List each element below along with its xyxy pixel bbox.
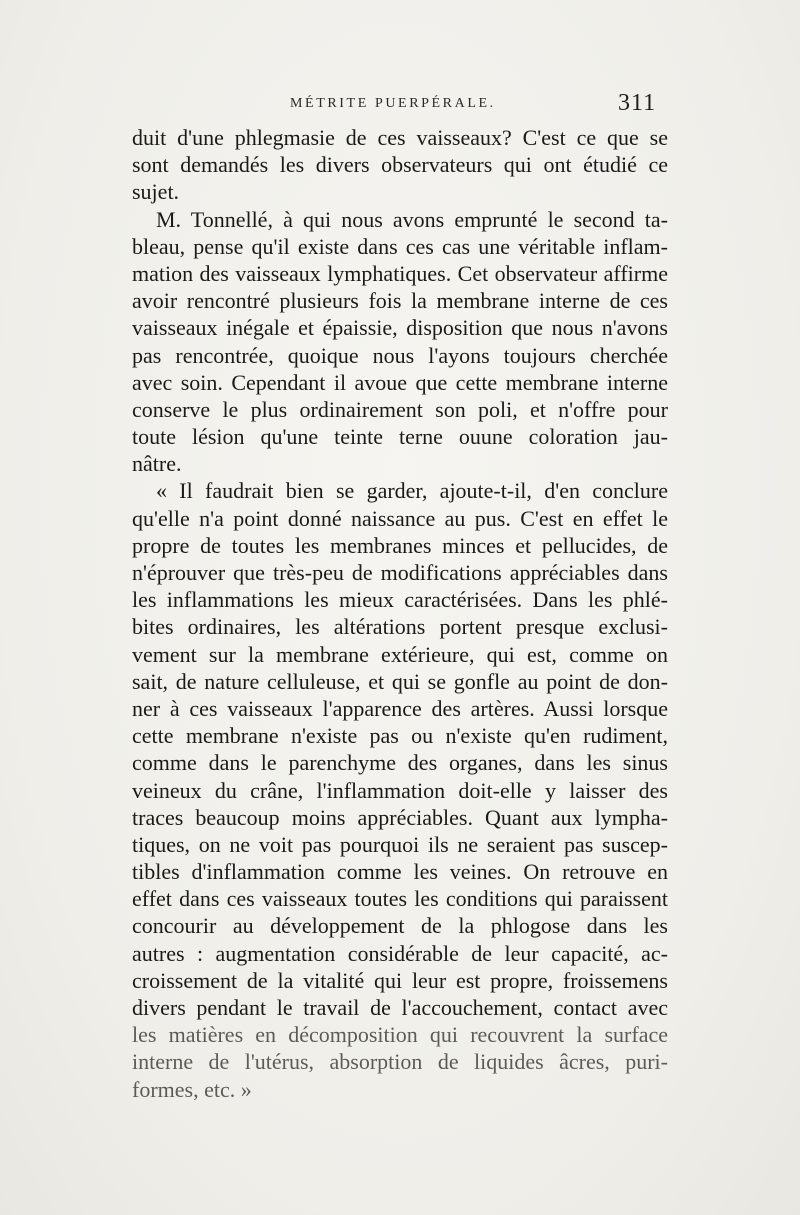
running-head-title: MÉTRITE PUERPÉRALE.: [290, 96, 496, 111]
text-line: duit d'une phlegmasie de ces vaisseaux? C'est ce que se: [132, 125, 668, 150]
text-line: pas rencontrée, quoique nous l'ayons toujours cherchée: [132, 342, 668, 368]
text-line: conserve le plus ordinairement son poli, et n'offre pour: [132, 396, 668, 422]
page-number: 311: [618, 90, 657, 116]
text-line: bites ordinaires, les altérations portent presque exclusi-: [132, 614, 668, 640]
text-line: ner à ces vaisseaux l'apparence des artères. Aussi lorsque: [132, 695, 668, 721]
text-line: vement sur la membrane extérieure, qui est, comme on: [132, 641, 668, 667]
text-line: nâtre.: [132, 451, 182, 477]
text-line: avoir rencontré plusieurs fois la membrane interne de ces: [132, 288, 668, 314]
text-line: divers pendant le travail de l'accouchement, contact avec: [132, 995, 668, 1020]
text-line: les inflammations les mieux caractérisées. Dans les phlé-: [132, 587, 668, 613]
text-line: tiques, on ne voit pas pourquoi ils ne seraient pas suscep-: [132, 831, 668, 857]
text-line: n'éprouver que très-peu de modifications appréciables dans: [132, 560, 668, 585]
text-line: « Il faudrait bien se garder, ajoute-t-il, d'en conclure: [156, 478, 668, 504]
text-line: effet dans ces vaisseaux toutes les conditions qui paraissent: [132, 886, 668, 912]
text-line: traces beaucoup moins appréciables. Quant aux lympha-: [132, 804, 668, 830]
body-text: [132, 124, 668, 1103]
text-line: propre de toutes les membranes minces et pellucides, de: [132, 532, 668, 558]
text-line: les matières en décomposition qui recouvrent la surface: [132, 1022, 668, 1048]
text-line: formes, etc. »: [132, 1076, 252, 1102]
text-line: veineux du crâne, l'inflammation doit-elle y laisser des: [132, 777, 668, 803]
text-line: M. Tonnellé, à qui nous avons emprunté le second ta-: [156, 206, 668, 232]
text-line: toute lésion qu'une teinte terne ouune coloration jau-: [132, 424, 668, 450]
text-line: vaisseaux inégale et épaissie, disposition que nous n'avons: [132, 315, 668, 341]
text-line: sujet.: [132, 179, 180, 205]
text-line: croissement de la vitalité qui leur est propre, froissemens: [132, 967, 668, 993]
text-line: sait, de nature celluleuse, et qui se gonfle au point de don-: [132, 668, 668, 694]
text-line: cette membrane n'existe pas ou n'existe qu'en rudiment,: [132, 723, 668, 749]
text-line: tibles d'inflammation comme les veines. On retrouve en: [132, 859, 668, 885]
text-line: mation des vaisseaux lymphatiques. Cet observateur affirme: [132, 260, 668, 286]
text-line: comme dans le parenchyme des organes, dans les sinus: [132, 750, 668, 776]
text-line: bleau, pense qu'il existe dans ces cas une véritable inflam-: [132, 233, 668, 259]
text-line: avec soin. Cependant il avoue que cette membrane interne: [132, 369, 668, 395]
text-line: sont demandés les divers observateurs qui ont étudié ce: [132, 152, 668, 178]
text-line: qu'elle n'a point donné naissance au pus. C'est en effet le: [132, 505, 668, 531]
text-line: concourir au développement de la phlogose dans les: [132, 913, 668, 939]
text-line: autres : augmentation considérable de leur capacité, ac-: [132, 940, 668, 966]
text-line: interne de l'utérus, absorption de liquides âcres, puri-: [132, 1049, 668, 1075]
